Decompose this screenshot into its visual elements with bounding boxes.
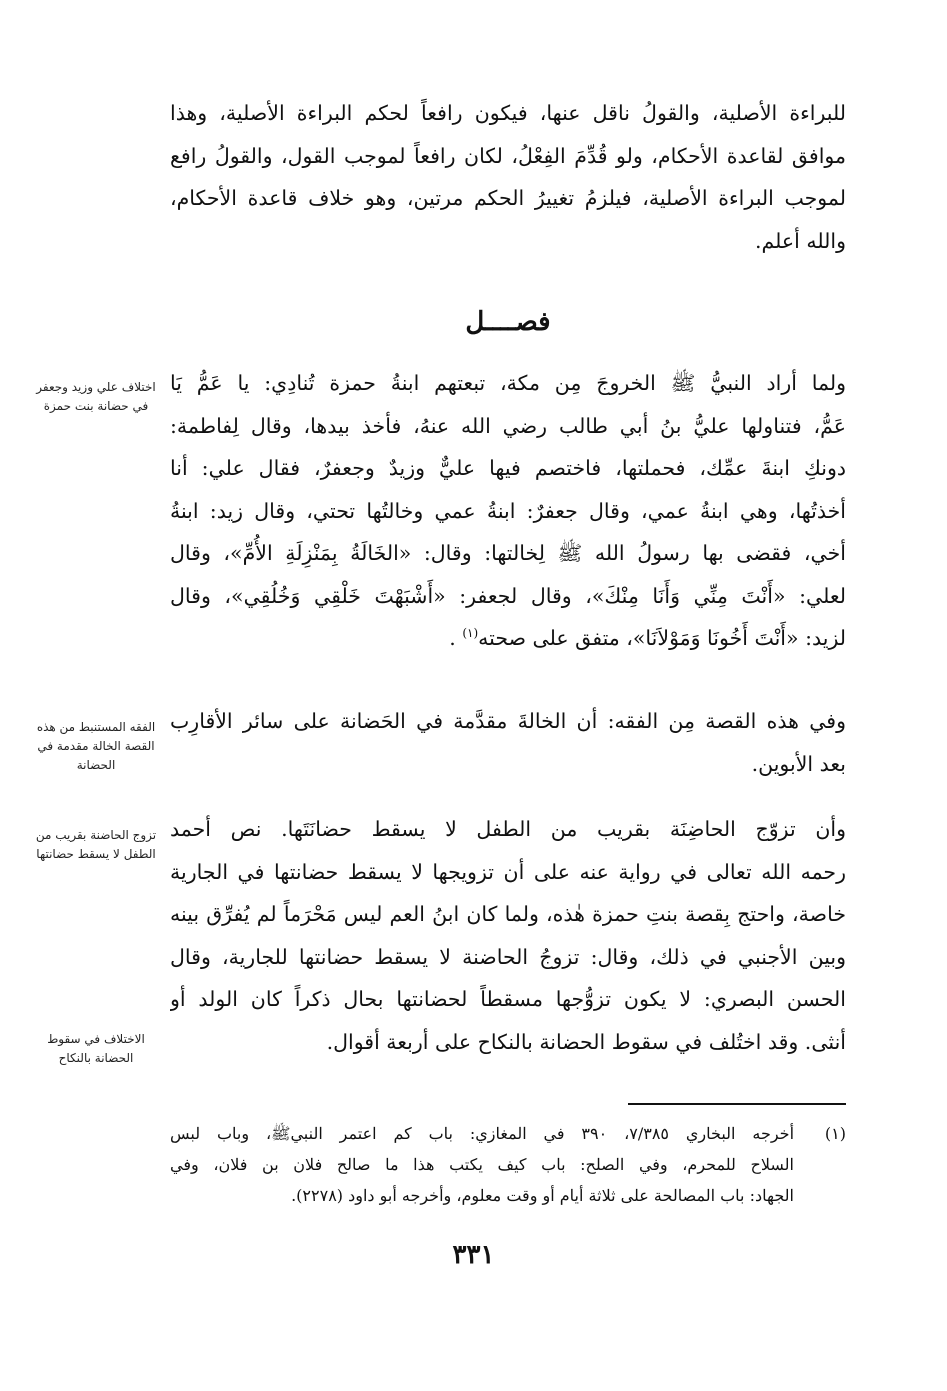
text-line: لموجب البراءة الأصلية، فيلزمُ تغييرُ الحكم مرتين، وهو خلاف قاعدة الأحكام، bbox=[170, 186, 846, 210]
text-line: أخي، فقضى بها رسولُ الله ﷺ لِخالتها: وقال: «الخَالَةُ بِمَنْزِلَةِ الأُمِّ»، وقال bbox=[170, 541, 846, 565]
page-number: ٣٣١ bbox=[452, 1240, 495, 1270]
text-line: الحسن البصري: لا يكون تزوُّجها مسقطاً لحضانتها بحال ذكراً كان الولد أو bbox=[170, 987, 846, 1011]
text-line: أخذتُها، وهي ابنةُ عمي، وقال جعفرٌ: ابنةُ عمي وخالتُها تحتي، وقال زيد: ابنةُ bbox=[170, 498, 846, 523]
paragraph-fiqh bbox=[170, 700, 846, 785]
footnote-body bbox=[170, 1118, 794, 1211]
footnote-line: السلاح للمحرم، وفي الصلح: باب كيف يكتب هذا ما صالح فلان بن فلان، وفي bbox=[170, 1155, 794, 1174]
footnote bbox=[170, 1118, 846, 1211]
footnote-number: (١) bbox=[824, 1124, 846, 1143]
text-line: وبين الأجنبي في ذلك، وقال: تزوجُ الحاضنة لا يسقط حضانتها للجارية، وقال bbox=[170, 944, 846, 969]
text-line: وفي هذه القصة مِن الفقه: أن الخالةَ مقدَّمة في الحَضانة على سائر الأقارِب bbox=[170, 709, 846, 733]
paragraph-continuation bbox=[170, 92, 846, 262]
footnote-divider bbox=[628, 1103, 846, 1105]
text-line: رحمه الله تعالى في رواية عنه على أن تزويجها لا يسقط حضانتها في الجارية bbox=[170, 859, 846, 884]
margin-note: الاختلاف في سقوط الحضانة بالنكاح bbox=[47, 1032, 145, 1065]
paragraph-remarriage bbox=[170, 808, 846, 1063]
text-line: لعلي: «أَنْتَ مِنِّي وَأَنَا مِنْكَ»، وقال لجعفر: «أَشْبَهْتَ خَلْقِي وَخُلُقِي»، وقال bbox=[170, 583, 846, 608]
section-heading: فصــــل bbox=[465, 307, 551, 337]
text-line: وأن تزوّج الحاضِنَة بقريب من الطفل لا يسقط حضانَتَها. نص أحمد bbox=[170, 817, 846, 841]
text-line-tail: . bbox=[449, 626, 463, 650]
text-line: عَمُّ، فتناولها عليُّ بنُ أبي طالب رضي الله عنهُ، فأخذ بيدها، وقال لِفاطمة: bbox=[170, 413, 846, 438]
paragraph-hamza-story bbox=[170, 362, 846, 660]
text-line: خاصة، واحتج بِقصة بنتِ حمزة هٰذه، ولما كان ابنُ العم ليس مَحْرَماً لم يُفرِّق بينه bbox=[170, 902, 846, 926]
text-line: بعد الأبوين. bbox=[751, 751, 846, 776]
text-line-body: لزيد: «أَنْتَ أَخُونَا وَمَوْلاَنَا»، متفق على صحته bbox=[478, 626, 846, 650]
footnote-reference[interactable]: (١) bbox=[462, 626, 479, 641]
margin-note: الفقه المستنبط من هذه القصة الخالة مقدمة في الحضانة bbox=[36, 720, 156, 772]
text-line bbox=[170, 617, 846, 660]
footnote-line: الجهاد: باب المصالحة على ثلاثة أيام أو وقت معلوم، وأخرجه أبو داود (٢٢٧٨). bbox=[291, 1186, 794, 1205]
text-line: موافق لقاعدة الأحكام، ولو قُدِّمَ الفِعْلُ، لكان رافعاً لموجب القول، والقولُ رافع bbox=[170, 143, 846, 168]
text-line: للبراءة الأصلية، والقولُ ناقل عنها، فيكون رافعاً لحكم البراءة الأصلية، وهذا bbox=[170, 101, 846, 125]
text-line: والله أعلم. bbox=[754, 228, 846, 253]
text-line: ولما أراد النبيُّ ﷺ الخروجَ مِن مكة، تبعتهم ابنةُ حمزة تُنادِي: يا عَمُّ يَا bbox=[170, 371, 846, 395]
margin-note: اختلاف علي وزيد وجعفر في حضانة بنت حمزة bbox=[36, 380, 156, 413]
footnote-line: أخرجه البخاري ٧/٣٨٥، ٣٩٠ في المغازي: باب كم اعتمر النبيﷺ، وباب لبس bbox=[170, 1124, 794, 1143]
margin-note: تزوج الحاضنة بقريب من الطفل لا يسقط حضانتها bbox=[35, 828, 157, 861]
text-line: دونكِ ابنةَ عمِّك، فحملتها، فاختصم فيها عليٌّ وزيدٌ وجعفرٌ، فقال علي: أنا bbox=[170, 456, 846, 480]
text-line: أنثى. وقد اختُلف في سقوط الحضانة بالنكاح على أربعة أقوال. bbox=[326, 1029, 846, 1054]
